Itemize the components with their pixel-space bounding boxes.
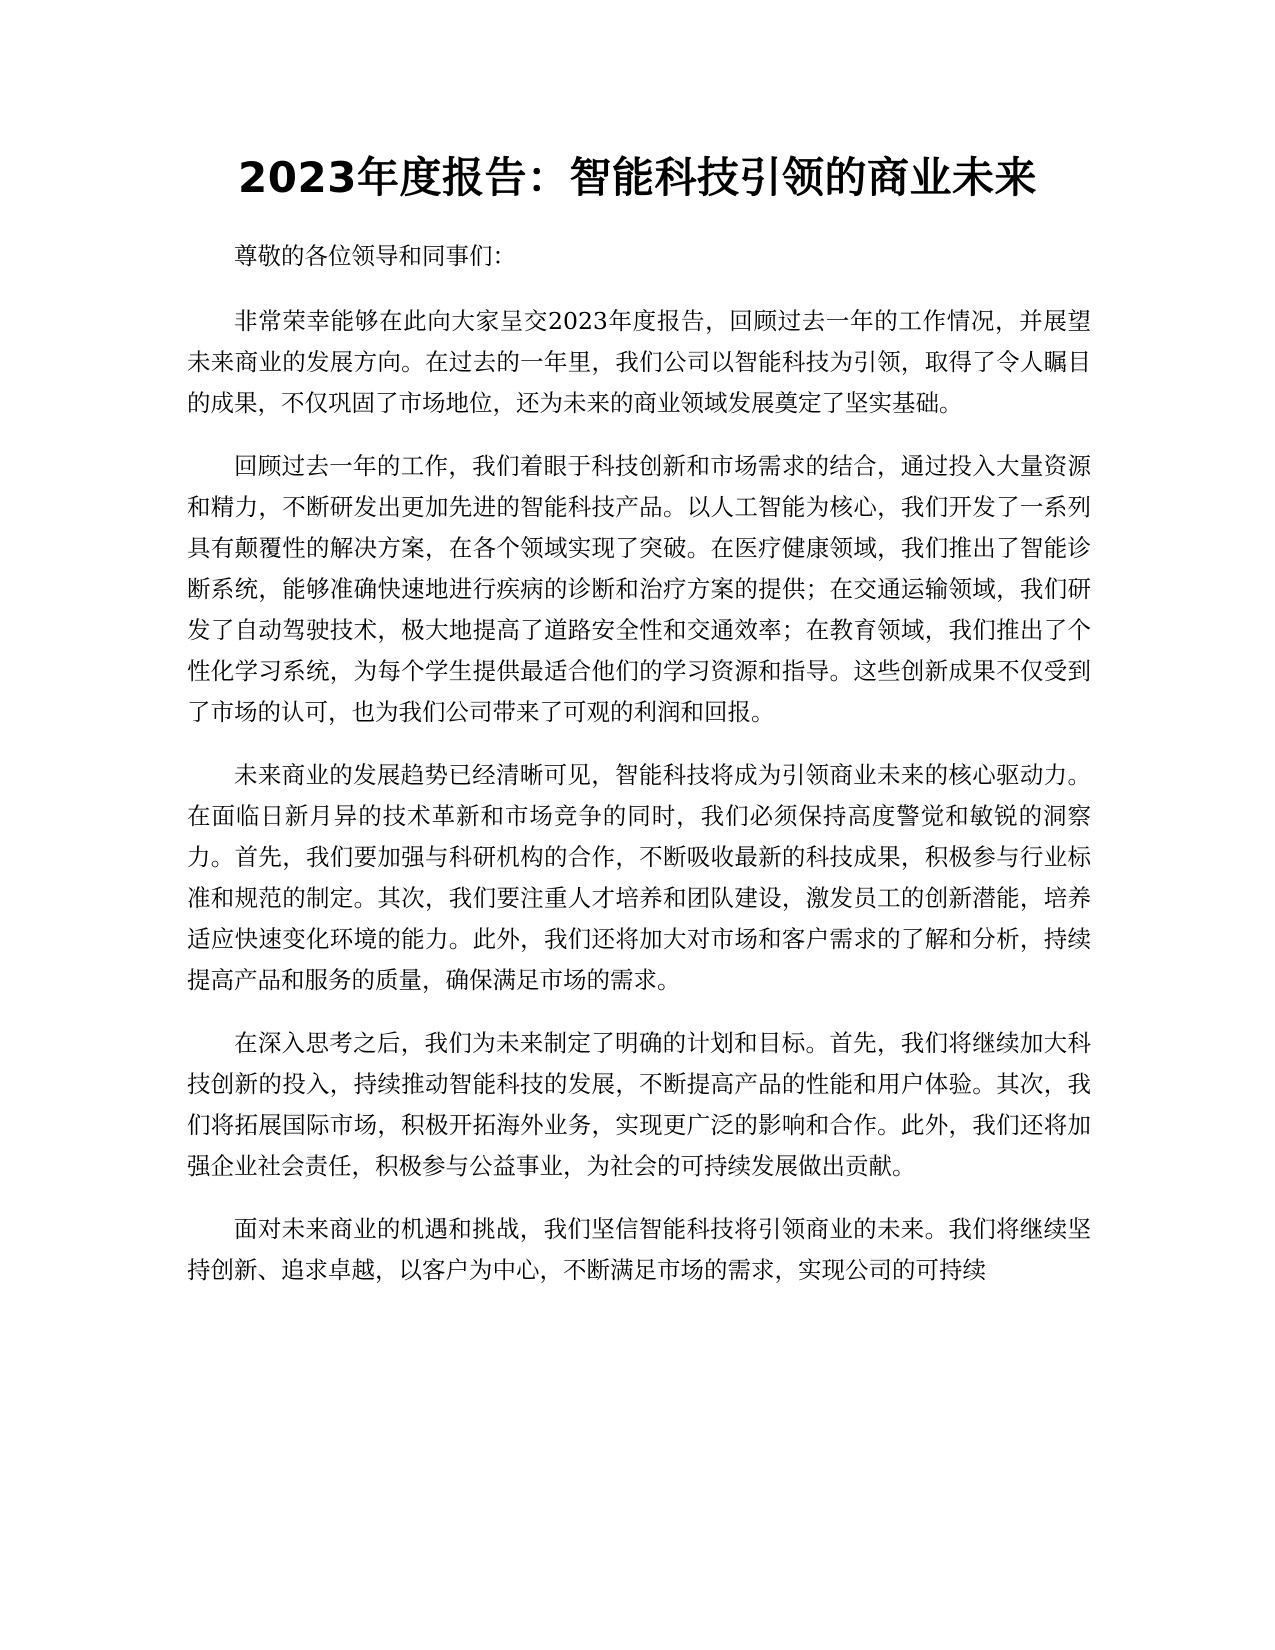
document-title: 2023年度报告：智能科技引领的商业未来 — [238, 153, 1037, 202]
paragraph-intro: 非常荣幸能够在此向大家呈交2023年度报告，回顾过去一年的工作情况，并展望未来商业的发展方向。在过去的一年里，我们公司以智能科技为引领，取得了令人瞩目的成果，不仅巩固了市场地位，还为未来的商业领域发展奠定了坚实基础。 — [187, 307, 1091, 417]
paragraph-outlook: 面对未来商业的机遇和挑战，我们坚信智能科技将引领商业的未来。我们将继续坚持创新、追求卓越，以客户为中心，不断满足市场的需求，实现公司的可持续 — [187, 1215, 1091, 1284]
salutation: 尊敬的各位领导和同事们： — [234, 242, 516, 270]
paragraph-plans: 在深入思考之后，我们为未来制定了明确的计划和目标。首先，我们将继续加大科技创新的投入，持续推动智能科技的发展，不断提高产品的性能和用户体验。其次，我们将拓展国际市场，积极开拓海外业务，实现更广泛的影响和合作。此外，我们还将加强企业社会责任，积极参与公益事业，为社会的可持续发展做出贡献。 — [187, 1029, 1091, 1180]
paragraph-trends: 未来商业的发展趋势已经清晰可见，智能科技将成为引领商业未来的核心驱动力。在面临日新月异的技术革新和市场竞争的同时，我们必须保持高度警觉和敏锐的洞察力。首先，我们要加强与科研机构的合作，不断吸收最新的科技成果，积极参与行业标准和规范的制定。其次，我们要注重人才培养和团队建设，激发员工的创新潜能，培养适应快速变化环境的能力。此外，我们还将加大对市场和客户需求的了解和分析，持续提高产品和服务的质量，确保满足市场的需求。 — [187, 761, 1091, 994]
document-body — [187, 236, 1091, 1313]
paragraph-review: 回顾过去一年的工作，我们着眼于科技创新和市场需求的结合，通过投入大量资源和精力，不断研发出更加先进的智能科技产品。以人工智能为核心，我们开发了一系列具有颠覆性的解决方案，在各个领域实现了突破。在医疗健康领域，我们推出了智能诊断系统，能够准确快速地进行疾病的诊断和治疗方案的提供；在交通运输领域，我们研发了自动驾驶技术，极大地提高了道路安全性和交通效率；在教育领域，我们推出了个性化学习系统，为每个学生提供最适合他们的学习资源和指导。这些创新成果不仅受到了市场的认可，也为我们公司带来了可观的利润和回报。 — [187, 452, 1091, 726]
